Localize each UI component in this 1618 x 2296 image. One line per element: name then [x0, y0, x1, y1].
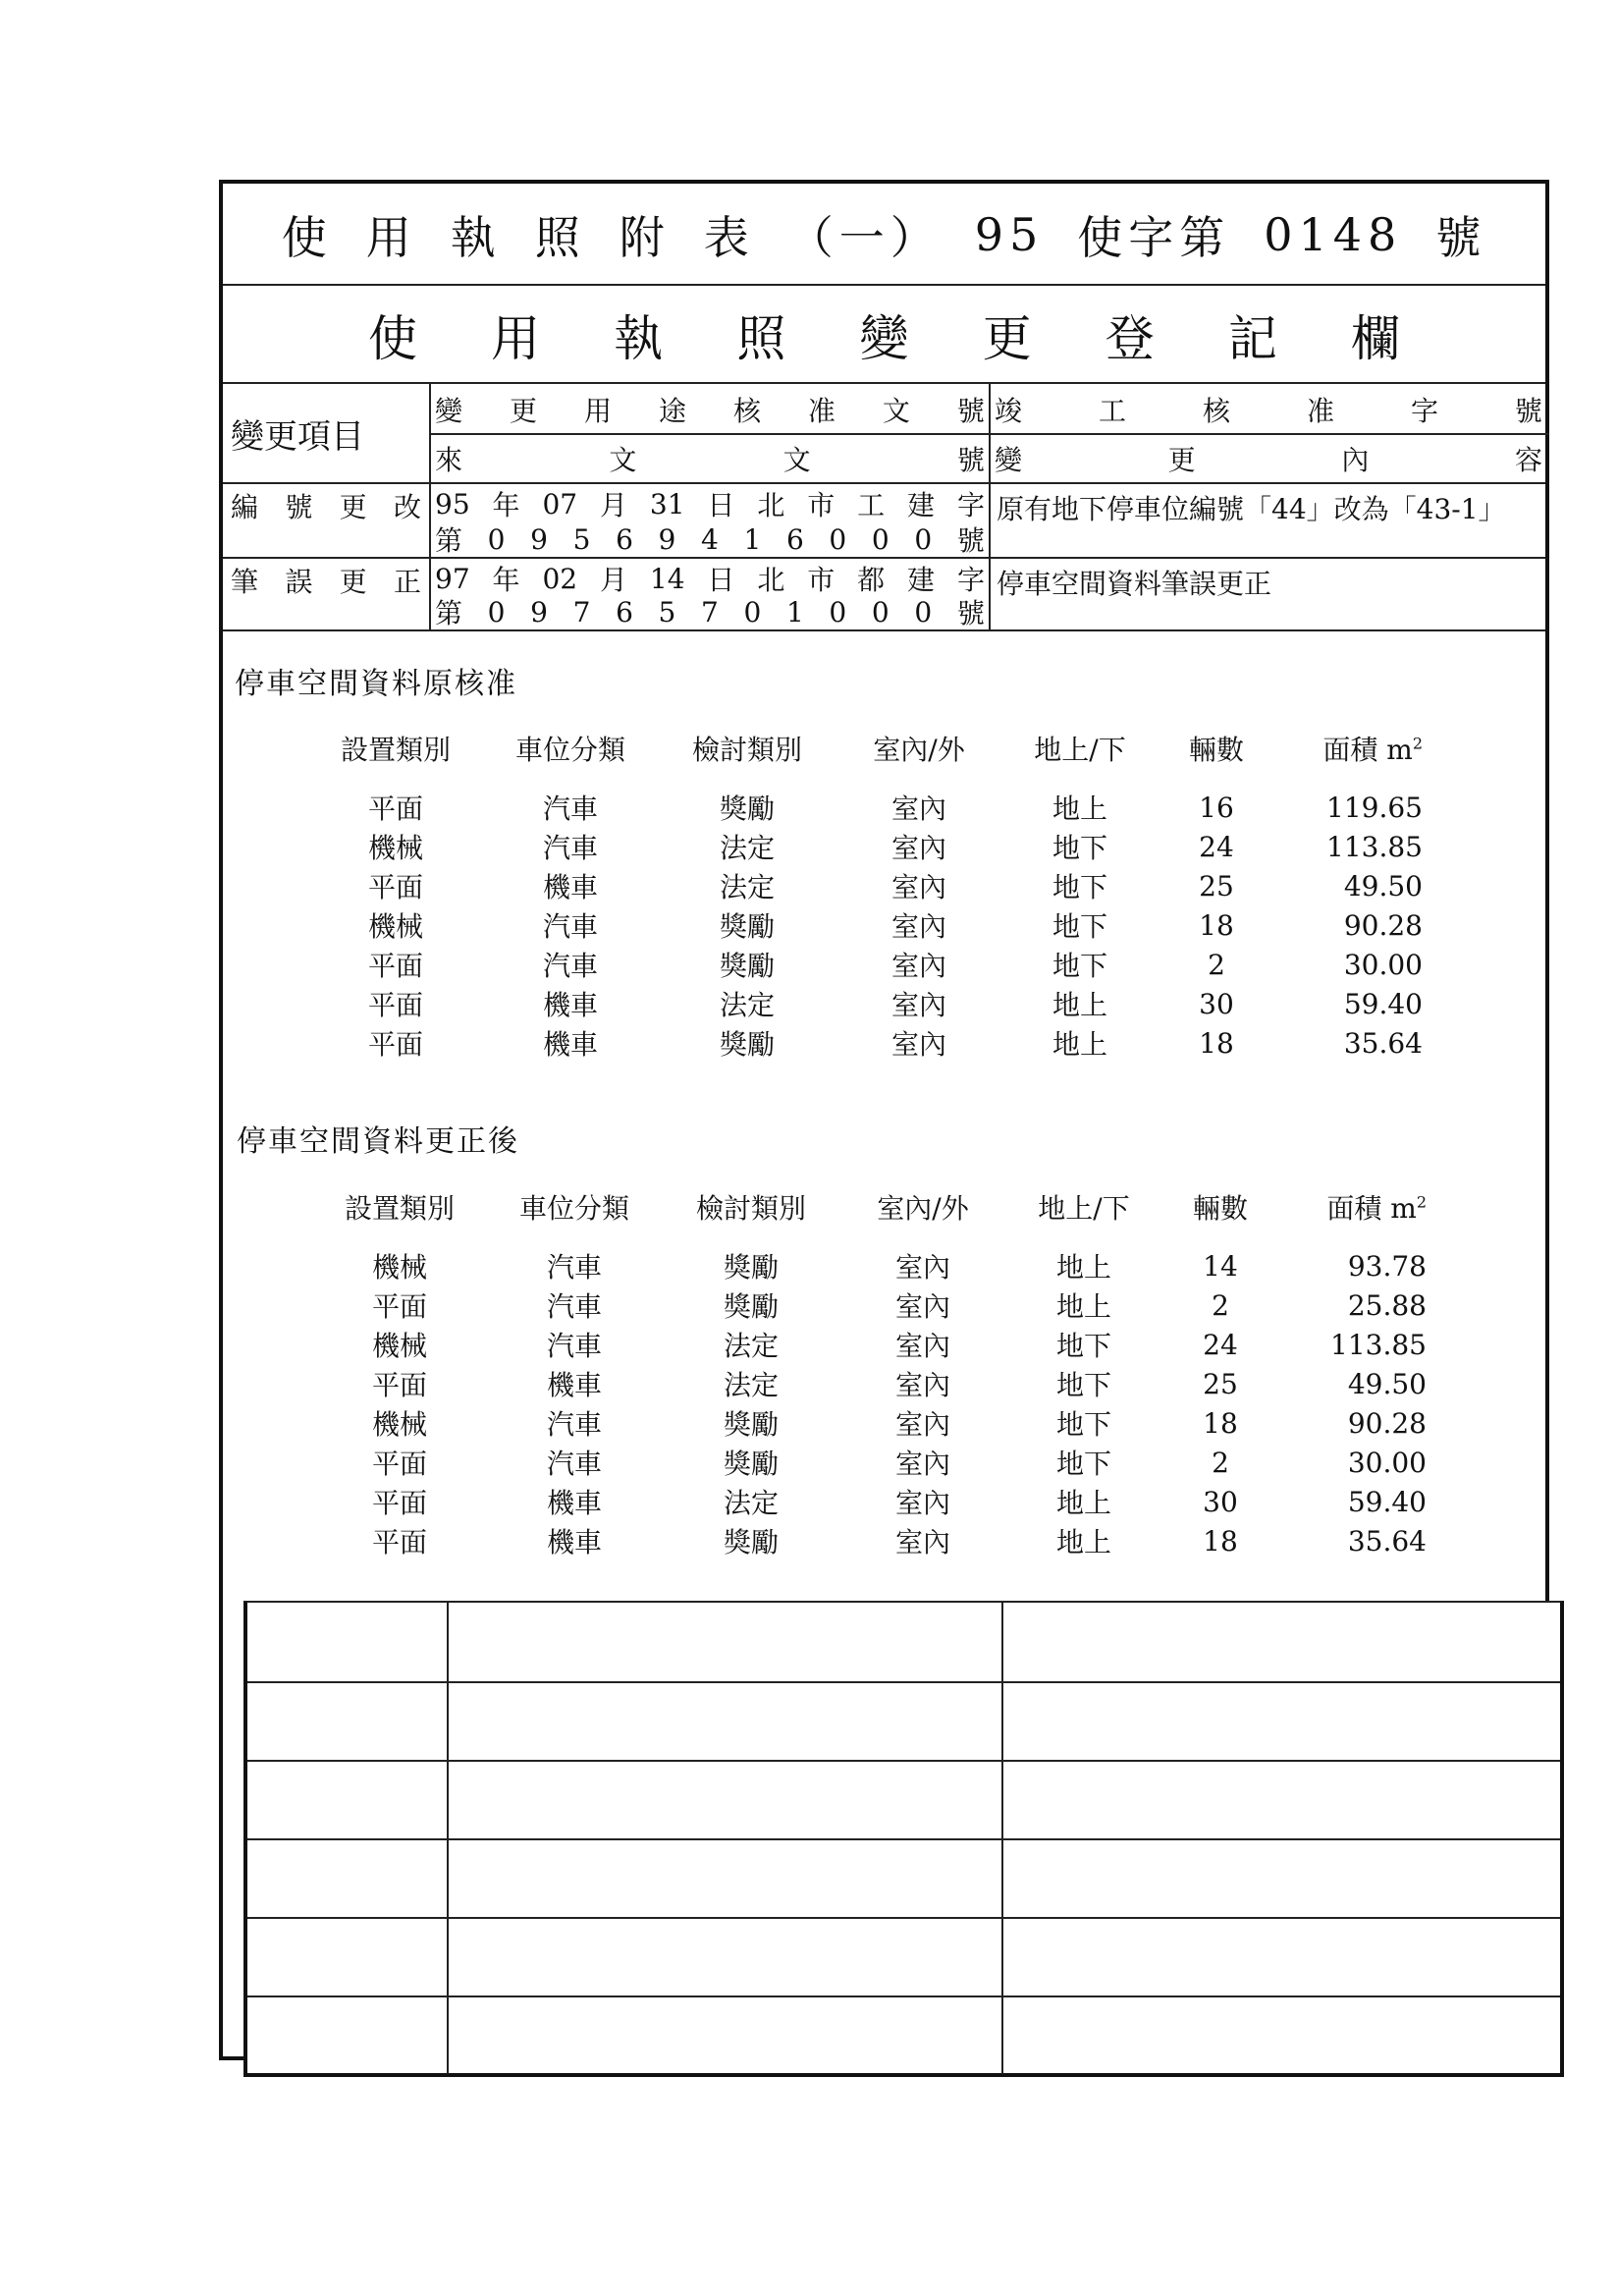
title-char: 使	[281, 211, 333, 264]
table-cell: 14	[1203, 1249, 1238, 1283]
table-cell: 地上	[1052, 793, 1107, 825]
table-cell: 法定	[723, 1330, 779, 1362]
table-cell: 機械	[371, 1251, 427, 1284]
table-cell: 平面	[367, 793, 423, 825]
table-cell: 49.50	[1343, 869, 1423, 902]
table-row	[313, 1482, 1427, 1521]
title-char: （一）	[787, 211, 942, 264]
doc-token: 市	[807, 489, 836, 521]
table-cell: 24	[1199, 830, 1234, 863]
table-cell: 汽車	[542, 832, 598, 864]
doc-digit: 9	[658, 522, 676, 556]
registry-row-1-doc-line1	[435, 486, 985, 521]
table-row	[309, 984, 1423, 1023]
table-cell: 地下	[1052, 871, 1107, 903]
table-cell: 獎勵	[723, 1251, 779, 1284]
form-title-chars	[282, 202, 1487, 267]
header-char: 用	[583, 395, 612, 427]
item-char: 更	[339, 491, 367, 523]
table-cell: 30.00	[1343, 948, 1423, 981]
item-char: 正	[393, 566, 421, 598]
doc-digit: 0	[487, 522, 506, 556]
doc-digit: 7	[701, 595, 719, 629]
doc-token: 建	[907, 489, 936, 521]
subtitle-char: 欄	[1351, 310, 1400, 367]
registry-grid	[223, 384, 1545, 631]
doc-token: 北	[757, 489, 785, 521]
doc-token: 02	[542, 562, 578, 595]
header-char: 准	[807, 395, 836, 427]
table-cell: 機車	[542, 871, 598, 903]
table-row	[313, 1325, 1427, 1364]
doc-digit: 0	[914, 522, 933, 556]
table-cell: 2	[1212, 1288, 1229, 1322]
table-cell: 地上	[1055, 1487, 1111, 1519]
table-cell: 法定	[723, 1369, 779, 1401]
header-char: 內	[1341, 444, 1370, 476]
table-cell: 汽車	[542, 793, 598, 825]
table-cell: 18	[1203, 1524, 1238, 1558]
table-cell: 法定	[719, 832, 775, 864]
header-char: 變	[995, 444, 1023, 476]
header-char: 號	[956, 395, 985, 427]
table-row	[313, 1403, 1427, 1443]
doc-prefix: 第	[435, 597, 463, 629]
table-cell: 機車	[542, 989, 598, 1021]
table-cell: 室內	[894, 1251, 950, 1284]
column-header: 室內/外	[877, 1192, 969, 1225]
doc-digit: 0	[487, 595, 506, 629]
subtitle-char: 照	[736, 310, 786, 367]
subtitle-char: 記	[1227, 310, 1277, 367]
table-row	[309, 827, 1423, 866]
table-header-row	[313, 1187, 1427, 1246]
table-cell: 地上	[1055, 1251, 1111, 1284]
subtitle-char: 使	[368, 310, 417, 367]
table-row	[309, 905, 1423, 945]
table-cell: 18	[1203, 1406, 1238, 1440]
table-row	[309, 1023, 1423, 1063]
table-cell: 汽車	[542, 950, 598, 982]
title-char: 執	[450, 211, 502, 264]
blank-row-divider	[247, 1760, 1560, 1762]
title-char: 表	[703, 211, 755, 264]
doc-suffix: 號	[956, 524, 985, 557]
blank-registry-grid	[243, 1601, 1564, 2077]
header-char: 准	[1306, 395, 1334, 427]
table-cell: 平面	[367, 950, 423, 982]
table-cell: 室內	[894, 1330, 950, 1362]
header-char: 容	[1514, 444, 1542, 476]
table-cell: 59.40	[1343, 987, 1423, 1020]
blank-row-divider	[247, 1838, 1560, 1840]
doc-token: 字	[956, 564, 985, 596]
doc-prefix: 第	[435, 524, 463, 557]
table-cell: 地上	[1052, 1028, 1107, 1061]
doc-token: 日	[707, 489, 735, 521]
subtitle-char: 變	[859, 310, 909, 367]
title-char: 用	[365, 211, 417, 264]
header-char: 文	[882, 395, 910, 427]
completion-approval-header	[995, 390, 1542, 429]
table-cell: 機車	[546, 1526, 602, 1558]
table-cell: 119.65	[1326, 791, 1423, 824]
doc-digit: 9	[530, 595, 548, 629]
table-cell: 機車	[542, 1028, 598, 1061]
form-subtitle	[368, 286, 1400, 384]
registry-row-2-doc-line1	[435, 561, 985, 596]
table-cell: 汽車	[546, 1408, 602, 1441]
table-cell: 平面	[367, 1028, 423, 1061]
table-cell: 獎勵	[723, 1448, 779, 1480]
doc-token: 工	[857, 489, 886, 521]
header-char: 途	[658, 395, 686, 427]
table-cell: 平面	[371, 1487, 427, 1519]
table-cell: 平面	[367, 989, 423, 1021]
table-cell: 地下	[1055, 1408, 1111, 1441]
title-char: 使字第	[1077, 211, 1231, 264]
form-title-row	[223, 184, 1545, 286]
table-cell: 90.28	[1343, 908, 1423, 942]
column-header: 車位分類	[514, 734, 625, 766]
table-cell: 室內	[890, 793, 946, 825]
item-char: 筆	[231, 566, 259, 598]
table-cell: 獎勵	[719, 793, 775, 825]
title-char: 附	[619, 211, 671, 264]
doc-token: 31	[649, 487, 685, 520]
table-header-row	[309, 729, 1423, 788]
table-cell: 汽車	[546, 1448, 602, 1480]
table-cell: 機械	[367, 832, 423, 864]
table-cell: 90.28	[1347, 1406, 1427, 1440]
header-char: 文	[609, 444, 637, 476]
registry-row-1-doc-line2	[435, 521, 985, 557]
change-content-header	[995, 439, 1542, 478]
table-cell: 室內	[894, 1369, 950, 1401]
item-char: 編	[231, 491, 259, 523]
table-cell: 30	[1199, 987, 1234, 1020]
doc-digit: 0	[743, 595, 762, 629]
table-cell: 機車	[546, 1369, 602, 1401]
title-char: 0148	[1264, 208, 1403, 261]
table-cell: 30	[1203, 1485, 1238, 1518]
header-char: 工	[1098, 395, 1126, 427]
table-cell: 室內	[894, 1290, 950, 1323]
table-cell: 獎勵	[719, 950, 775, 982]
item-char: 更	[339, 566, 367, 598]
table-cell: 獎勵	[719, 910, 775, 943]
header-char: 變	[435, 395, 463, 427]
doc-digit: 1	[743, 522, 762, 556]
table-row	[313, 1285, 1427, 1325]
doc-digit: 4	[701, 522, 719, 556]
column-header: 輛數	[1188, 734, 1244, 766]
table-row	[313, 1521, 1427, 1560]
table-cell: 18	[1199, 1026, 1234, 1060]
table-cell: 2	[1212, 1446, 1229, 1479]
table-cell: 地下	[1055, 1330, 1111, 1362]
doc-token: 97	[435, 562, 470, 595]
table-cell: 113.85	[1330, 1328, 1427, 1361]
table-cell: 法定	[719, 989, 775, 1021]
incoming-doc-no-header	[435, 439, 985, 478]
doc-token: 95	[435, 487, 470, 520]
table-cell: 獎勵	[723, 1526, 779, 1558]
change-item-label: 變更項目	[231, 416, 364, 457]
header-char: 竣	[995, 395, 1023, 427]
original-parking-table	[309, 729, 1423, 1063]
header-char: 更	[509, 395, 537, 427]
table-cell: 16	[1199, 791, 1234, 824]
column-header: 設置類別	[340, 734, 451, 766]
table-cell: 地上	[1055, 1526, 1111, 1558]
item-char: 改	[393, 491, 421, 523]
table-cell: 室內	[890, 989, 946, 1021]
header-char: 文	[782, 444, 811, 476]
corrected-parking-table	[313, 1187, 1427, 1560]
doc-token: 字	[956, 489, 985, 521]
table-cell: 地下	[1055, 1369, 1111, 1401]
column-header: 室內/外	[873, 734, 965, 766]
table-cell: 機械	[367, 910, 423, 943]
doc-digit: 9	[530, 522, 548, 556]
approval-doc-no-header	[435, 390, 985, 429]
table-cell: 113.85	[1326, 830, 1423, 863]
subtitle-char: 登	[1105, 310, 1155, 367]
table-cell: 室內	[894, 1526, 950, 1558]
doc-suffix: 號	[956, 597, 985, 629]
table-cell: 30.00	[1347, 1446, 1427, 1479]
table-cell: 室內	[890, 950, 946, 982]
table-cell: 地下	[1052, 950, 1107, 982]
table-row	[309, 945, 1423, 984]
table-cell: 平面	[371, 1448, 427, 1480]
table-row	[313, 1246, 1427, 1285]
table-cell: 地下	[1052, 910, 1107, 943]
registry-row-1-item	[231, 488, 421, 523]
table-cell: 室內	[894, 1487, 950, 1519]
table-cell: 室內	[894, 1408, 950, 1441]
table-cell: 法定	[723, 1487, 779, 1519]
doc-digit: 6	[616, 522, 633, 556]
table-cell: 機械	[371, 1330, 427, 1362]
doc-token: 建	[907, 564, 936, 596]
header-char: 更	[1167, 444, 1196, 476]
table-cell: 地上	[1052, 989, 1107, 1021]
table-row	[309, 866, 1423, 905]
form-title	[223, 184, 1545, 286]
header-char: 核	[732, 395, 761, 427]
table-cell: 35.64	[1347, 1524, 1427, 1558]
table-cell: 地下	[1052, 832, 1107, 864]
corrected-section-title: 停車空間資料更正後	[237, 1124, 519, 1159]
table-cell: 室內	[890, 910, 946, 943]
table-cell: 室內	[890, 871, 946, 903]
table-cell: 法定	[719, 871, 775, 903]
table-cell: 25.88	[1347, 1288, 1427, 1322]
subtitle-char: 用	[491, 310, 541, 367]
column-header: 車位分類	[518, 1192, 629, 1225]
table-row	[313, 1364, 1427, 1403]
doc-token: 07	[542, 487, 578, 520]
table-cell: 平面	[367, 871, 423, 903]
table-cell: 汽車	[542, 910, 598, 943]
doc-digit: 6	[785, 522, 804, 556]
header-char: 號	[1514, 395, 1542, 427]
subtitle-char: 執	[614, 310, 664, 367]
table-cell: 地下	[1055, 1448, 1111, 1480]
header-char: 核	[1202, 395, 1230, 427]
item-char: 號	[285, 491, 313, 523]
table-cell: 49.50	[1347, 1367, 1427, 1400]
column-header: 檢討類別	[695, 1192, 806, 1225]
table-cell: 汽車	[546, 1251, 602, 1284]
table-row	[309, 788, 1423, 827]
doc-digit: 0	[871, 522, 890, 556]
table-cell: 室內	[890, 832, 946, 864]
table-cell: 獎勵	[723, 1408, 779, 1441]
blank-row-divider	[247, 1681, 1560, 1683]
title-char: 號	[1435, 211, 1487, 264]
table-cell: 25	[1203, 1367, 1238, 1400]
table-cell: 25	[1199, 869, 1234, 902]
table-cell: 獎勵	[723, 1290, 779, 1323]
column-header: 地上/下	[1038, 1192, 1130, 1225]
doc-token: 都	[857, 564, 886, 596]
table-cell: 平面	[371, 1290, 427, 1323]
doc-token: 年	[492, 489, 520, 521]
column-header: 面積 $m^2$	[1326, 1192, 1427, 1225]
table-cell: 93.78	[1347, 1249, 1427, 1283]
doc-digit: 6	[616, 595, 633, 629]
doc-token: 日	[707, 564, 735, 596]
doc-digit: 7	[572, 595, 591, 629]
registry-row-2-doc-line2	[435, 594, 985, 629]
table-cell: 機械	[371, 1408, 427, 1441]
table-cell: 地上	[1055, 1290, 1111, 1323]
table-cell: 室內	[890, 1028, 946, 1061]
doc-digit: 5	[572, 522, 591, 556]
doc-token: 年	[492, 564, 520, 596]
registry-row-1-content: 原有地下停車位編號「44」改為「43-1」	[997, 493, 1506, 525]
doc-token: 北	[757, 564, 785, 596]
column-header: 面積 $m^2$	[1322, 734, 1423, 766]
doc-digit: 5	[658, 595, 676, 629]
title-char: 95	[974, 208, 1045, 261]
doc-digit: 1	[785, 595, 804, 629]
item-char: 誤	[285, 566, 313, 598]
column-header: 輛數	[1192, 1192, 1248, 1225]
table-cell: 24	[1203, 1328, 1238, 1361]
table-cell: 59.40	[1347, 1485, 1427, 1518]
header-char: 號	[956, 444, 985, 476]
table-cell: 2	[1208, 948, 1225, 981]
doc-digit: 0	[829, 595, 847, 629]
table-cell: 平面	[371, 1526, 427, 1558]
subtitle-char: 更	[982, 310, 1032, 367]
doc-token: 月	[599, 564, 627, 596]
doc-token: 月	[599, 489, 627, 521]
table-cell: 18	[1199, 908, 1234, 942]
header-char: 來	[435, 444, 463, 476]
table-row	[313, 1443, 1427, 1482]
blank-row-divider	[247, 1917, 1560, 1919]
registry-row-2-item	[231, 563, 421, 598]
registry-row-2-content: 停車空間資料筆誤更正	[997, 568, 1272, 600]
doc-token: 市	[807, 564, 836, 596]
table-cell: 室內	[894, 1448, 950, 1480]
doc-digit: 0	[829, 522, 847, 556]
column-header: 設置類別	[344, 1192, 455, 1225]
table-cell: 獎勵	[719, 1028, 775, 1061]
column-header: 地上/下	[1034, 734, 1126, 766]
column-header: 檢討類別	[691, 734, 802, 766]
title-char: 照	[534, 211, 586, 264]
original-section-title: 停車空間資料原核准	[235, 667, 517, 701]
doc-digit: 0	[871, 595, 890, 629]
blank-row-divider	[247, 1995, 1560, 1997]
table-cell: 汽車	[546, 1330, 602, 1362]
doc-token: 14	[649, 562, 685, 595]
doc-digit: 0	[914, 595, 933, 629]
table-cell: 35.64	[1343, 1026, 1423, 1060]
header-char: 字	[1410, 395, 1438, 427]
table-cell: 機車	[546, 1487, 602, 1519]
table-cell: 汽車	[546, 1290, 602, 1323]
table-cell: 平面	[371, 1369, 427, 1401]
